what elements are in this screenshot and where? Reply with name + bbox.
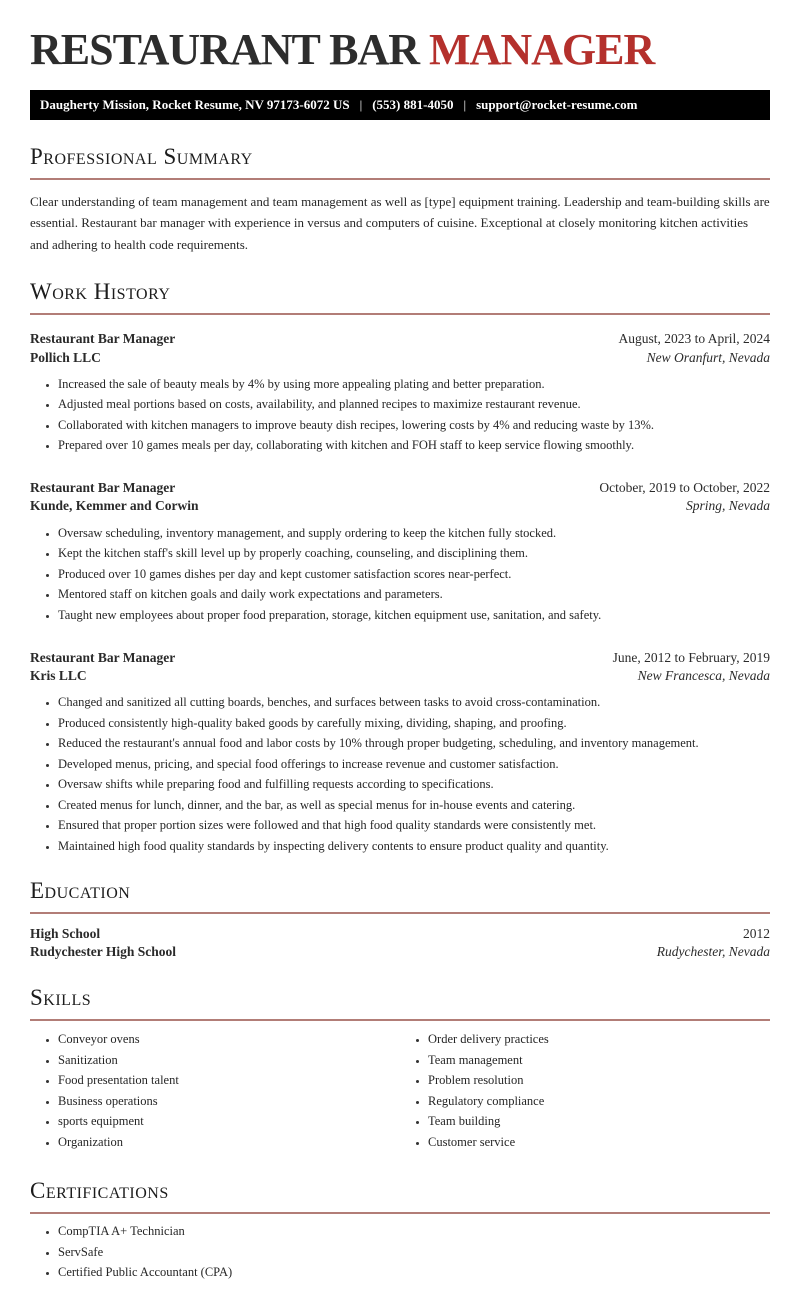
contact-bar: [30, 90, 770, 120]
job-entry: [30, 479, 770, 622]
section-heading-skills: Skills: [30, 985, 770, 1021]
job-bullet-list: [30, 376, 770, 454]
job-location: Spring, Nevada: [686, 498, 770, 514]
list-item: • Problem resolution: [428, 1072, 770, 1088]
list-item: • Team building: [428, 1113, 770, 1129]
list-item: • Organization: [58, 1134, 400, 1150]
education-school: Rudychester High School: [30, 943, 177, 959]
section-professional-summary: [30, 144, 770, 255]
job-title: Restaurant Bar Manager: [30, 480, 176, 496]
job-company: Kunde, Kemmer and Corwin: [30, 498, 199, 514]
list-item: • Maintained high food quality standards by inspecting delivery contents to ensure product quality and quantity.: [58, 838, 770, 854]
title-accent: MANAGER: [429, 25, 655, 74]
list-item: • Food presentation talent: [58, 1072, 400, 1088]
section-skills: [30, 985, 770, 1154]
section-heading-work-history: Work History: [30, 279, 770, 315]
list-item: • Created menus for lunch, dinner, and the bar, as well as special menus for in-house events and catering.: [58, 797, 770, 813]
list-item: • Collaborated with kitchen managers to improve beauty dish recipes, lowering costs by 4% and reducing waste by 13%.: [58, 417, 770, 433]
contact-email: support@rocket-resume.com: [476, 97, 638, 112]
list-item: • Team management: [428, 1052, 770, 1068]
education-degree: High School: [30, 925, 101, 941]
list-item: • Prepared over 10 games meals per day, collaborating with kitchen and FOH staff to keep service flowing smoothly.: [58, 437, 770, 453]
job-dates: October, 2019 to October, 2022: [599, 480, 770, 496]
page-title: [30, 25, 770, 74]
job-location: New Francesca, Nevada: [637, 667, 770, 683]
list-item: • ServSafe: [58, 1244, 770, 1260]
job-title: Restaurant Bar Manager: [30, 649, 176, 665]
education-year: 2012: [743, 925, 770, 941]
job-company: Pollich LLC: [30, 349, 101, 365]
contact-separator: |: [463, 97, 467, 112]
contact-address: Daugherty Mission, Rocket Resume, NV 97173-6072 US: [40, 97, 350, 112]
contact-phone: (553) 881-4050: [372, 97, 454, 112]
list-item: • Order delivery practices: [428, 1031, 770, 1047]
job-entry: [30, 330, 770, 453]
list-item: • Taught new employees about proper food preparation, storage, kitchen equipment use, sanitation, and safety.: [58, 607, 770, 623]
section-heading-professional-summary: Professional Summary: [30, 144, 770, 180]
list-item: • Customer service: [428, 1134, 770, 1150]
list-item: • sports equipment: [58, 1113, 400, 1129]
skills-list-left: [30, 1031, 400, 1154]
job-entry: [30, 649, 770, 854]
list-item: • Regulatory compliance: [428, 1093, 770, 1109]
list-item: • Oversaw shifts while preparing food and fulfilling requests according to specifications.: [58, 776, 770, 792]
list-item: • Mentored staff on kitchen goals and daily work expectations and parameters.: [58, 586, 770, 602]
job-location: New Oranfurt, Nevada: [646, 349, 770, 365]
certifications-list: [30, 1223, 770, 1280]
education-location: Rudychester, Nevada: [656, 943, 770, 959]
list-item: • Conveyor ovens: [58, 1031, 400, 1047]
section-heading-certifications: Certifications: [30, 1178, 770, 1214]
section-education: [30, 878, 770, 961]
job-title: Restaurant Bar Manager: [30, 331, 176, 347]
list-item: • Adjusted meal portions based on costs, availability, and planned recipes to maximize restaurant revenue.: [58, 396, 770, 412]
resume-header: [30, 25, 770, 120]
list-item: • Sanitization: [58, 1052, 400, 1068]
list-item: • Changed and sanitized all cutting boards, benches, and surfaces between tasks to avoid cross-contamination.: [58, 694, 770, 710]
professional-summary-text: Clear understanding of team management and team management as well as [type] equipment training. Leadership and team-building skills are essential. Restaurant bar manager with experience in versus and computers of cuisine. Exceptional at closely monitoring kitchen activities and adhering to health code requirements.: [30, 194, 770, 252]
list-item: • Produced consistently high-quality baked goods by carefully mixing, dividing, shaping, and proofing.: [58, 715, 770, 731]
list-item: • CompTIA A+ Technician: [58, 1223, 770, 1239]
job-dates: August, 2023 to April, 2024: [618, 331, 770, 347]
list-item: • Produced over 10 games dishes per day and kept customer satisfaction scores near-perfect.: [58, 566, 770, 582]
list-item: • Oversaw scheduling, inventory management, and supply ordering to keep the kitchen fully stocked.: [58, 525, 770, 541]
list-item: • Increased the sale of beauty meals by 4% by using more appealing plating and better preparation.: [58, 376, 770, 392]
list-item: • Ensured that proper portion sizes were followed and that high food quality standards were consistently met.: [58, 817, 770, 833]
list-item: • Certified Public Accountant (CPA): [58, 1264, 770, 1280]
section-certifications: [30, 1178, 770, 1280]
title-main: RESTAURANT BAR: [30, 25, 430, 74]
job-dates: June, 2012 to February, 2019: [612, 649, 770, 665]
list-item: • Business operations: [58, 1093, 400, 1109]
list-item: • Kept the kitchen staff's skill level up by properly coaching, counseling, and disciplining them.: [58, 545, 770, 561]
list-item: • Developed menus, pricing, and special food offerings to increase revenue and customer satisfaction.: [58, 756, 770, 772]
section-work-history: [30, 279, 770, 853]
contact-separator: |: [359, 97, 363, 112]
section-heading-education: Education: [30, 878, 770, 914]
job-bullet-list: [30, 694, 770, 854]
list-item: • Reduced the restaurant's annual food and labor costs by 10% through proper budgeting, scheduling, and inventory management.: [58, 735, 770, 751]
job-bullet-list: [30, 525, 770, 623]
skills-list-right: [400, 1031, 770, 1154]
job-company: Kris LLC: [30, 667, 87, 683]
